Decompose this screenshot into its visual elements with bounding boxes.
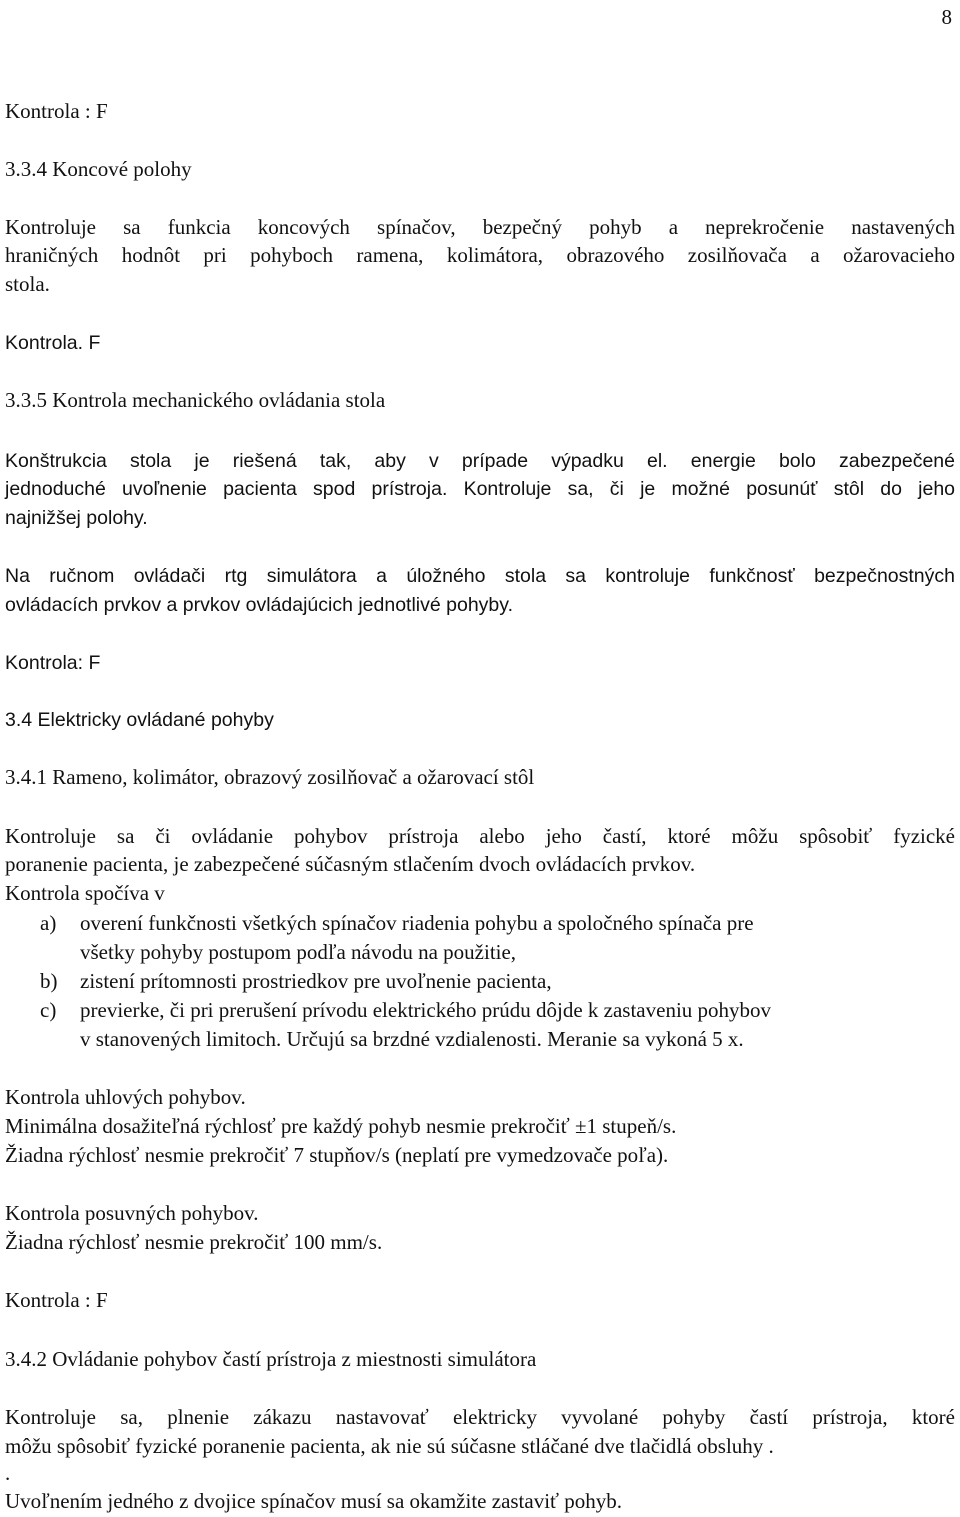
list-item: zistení prítomnosti prostriedkov pre uvoľnenie pacienta, xyxy=(80,969,552,993)
text-line: Kontrola. F xyxy=(5,332,101,354)
list-marker: c) xyxy=(40,998,57,1022)
section-heading: 3.4.1 Rameno, kolimátor, obrazový zosilňovač a ožarovací stôl xyxy=(5,765,535,789)
section-heading: 3.4 Elektricky ovládané pohyby xyxy=(5,709,274,731)
page-number: 8 xyxy=(941,5,952,29)
text-segment: Konštrukcia stola je riešená tak, aby v prípade výpadku el. xyxy=(5,450,691,472)
text-line: Uvoľnením jedného z dvojice spínačov musí sa okamžite zastaviť pohyb. xyxy=(5,1489,623,1513)
text-line xyxy=(5,447,955,476)
text-line: Kontroluje sa, plnenie zákazu nastavovať elektricky vyvolané pohyby častí prístroja, ktoré xyxy=(5,1405,955,1429)
list-marker: a) xyxy=(40,911,57,935)
text-line: Kontrola : F xyxy=(5,99,108,123)
text-line: Na ručnom ovládači rtg simulátora a úložného stola sa kontroluje funkčnosť bezpečnostných xyxy=(5,565,955,587)
text-segment: Kontroluje sa, či je možné posunúť stôl do jeho xyxy=(463,478,956,500)
text-line xyxy=(5,475,955,504)
list-item-continuation: v stanovených limitoch. Určujú sa brzdné vzdialenosti. Meranie sa vykoná 5 x. xyxy=(80,1027,744,1051)
list-marker: b) xyxy=(40,969,58,993)
text-line: Kontroluje sa funkcia koncových spínačov, bezpečný pohyb a neprekročenie nastavených xyxy=(5,215,955,239)
text-line: Kontrola : F xyxy=(5,1288,108,1312)
text-line: stola. xyxy=(5,272,50,296)
text-line: Minimálna dosažiteľná rýchlosť pre každý pohyb nesmie prekročiť ±1 stupeň/s. xyxy=(5,1114,677,1138)
text-line: . xyxy=(5,1461,11,1485)
text-line: Kontrola posuvných pohybov. xyxy=(5,1201,259,1225)
text-line: Žiadna rýchlosť nesmie prekročiť 7 stupňov/s (neplatí pre vymedzovače poľa). xyxy=(5,1143,669,1167)
text-line: Kontroluje sa či ovládanie pohybov prístroja alebo jeho častí, ktoré môžu spôsobiť fyzické xyxy=(5,824,955,848)
section-heading: 3.3.4 Koncové polohy xyxy=(5,157,192,181)
text-line: Kontrola spočíva v xyxy=(5,881,165,905)
text-line: najnižšej polohy. xyxy=(5,507,148,529)
text-line: hraničných hodnôt pri pohyboch ramena, kolimátora, obrazového zosilňovača a ožarovacieho xyxy=(5,243,955,267)
text-line: Kontrola uhlových pohybov. xyxy=(5,1085,246,1109)
text-line: Kontrola: F xyxy=(5,652,101,674)
text-segment: jednoduché uvoľnenie pacienta spod prístroja. xyxy=(5,478,464,500)
text-line: ovládacích prvkov a prvkov ovládajúcich jednotlivé pohyby. xyxy=(5,594,513,616)
text-line: Žiadna rýchlosť nesmie prekročiť 100 mm/s. xyxy=(5,1230,383,1254)
text-line: môžu spôsobiť fyzické poranenie pacienta, ak nie sú súčasne stláčané dve tlačidlá obsluhy . xyxy=(5,1434,774,1458)
text-segment: energie bolo zabezpečené xyxy=(690,450,955,472)
text-line: poranenie pacienta, je zabezpečené súčasným stlačením dvoch ovládacích prvkov. xyxy=(5,852,696,876)
section-heading: 3.4.2 Ovládanie pohybov častí prístroja z miestnosti simulátora xyxy=(5,1347,537,1371)
section-heading: 3.3.5 Kontrola mechanického ovládania stola xyxy=(5,388,386,412)
list-item-continuation: všetky pohyby postupom podľa návodu na použitie, xyxy=(80,940,517,964)
list-item: overení funkčnosti všetkých spínačov riadenia pohybu a spoločného spínača pre xyxy=(80,911,754,935)
list-item: previerke, či pri prerušení prívodu elektrického prúdu dôjde k zastaveniu pohybov xyxy=(80,998,772,1022)
